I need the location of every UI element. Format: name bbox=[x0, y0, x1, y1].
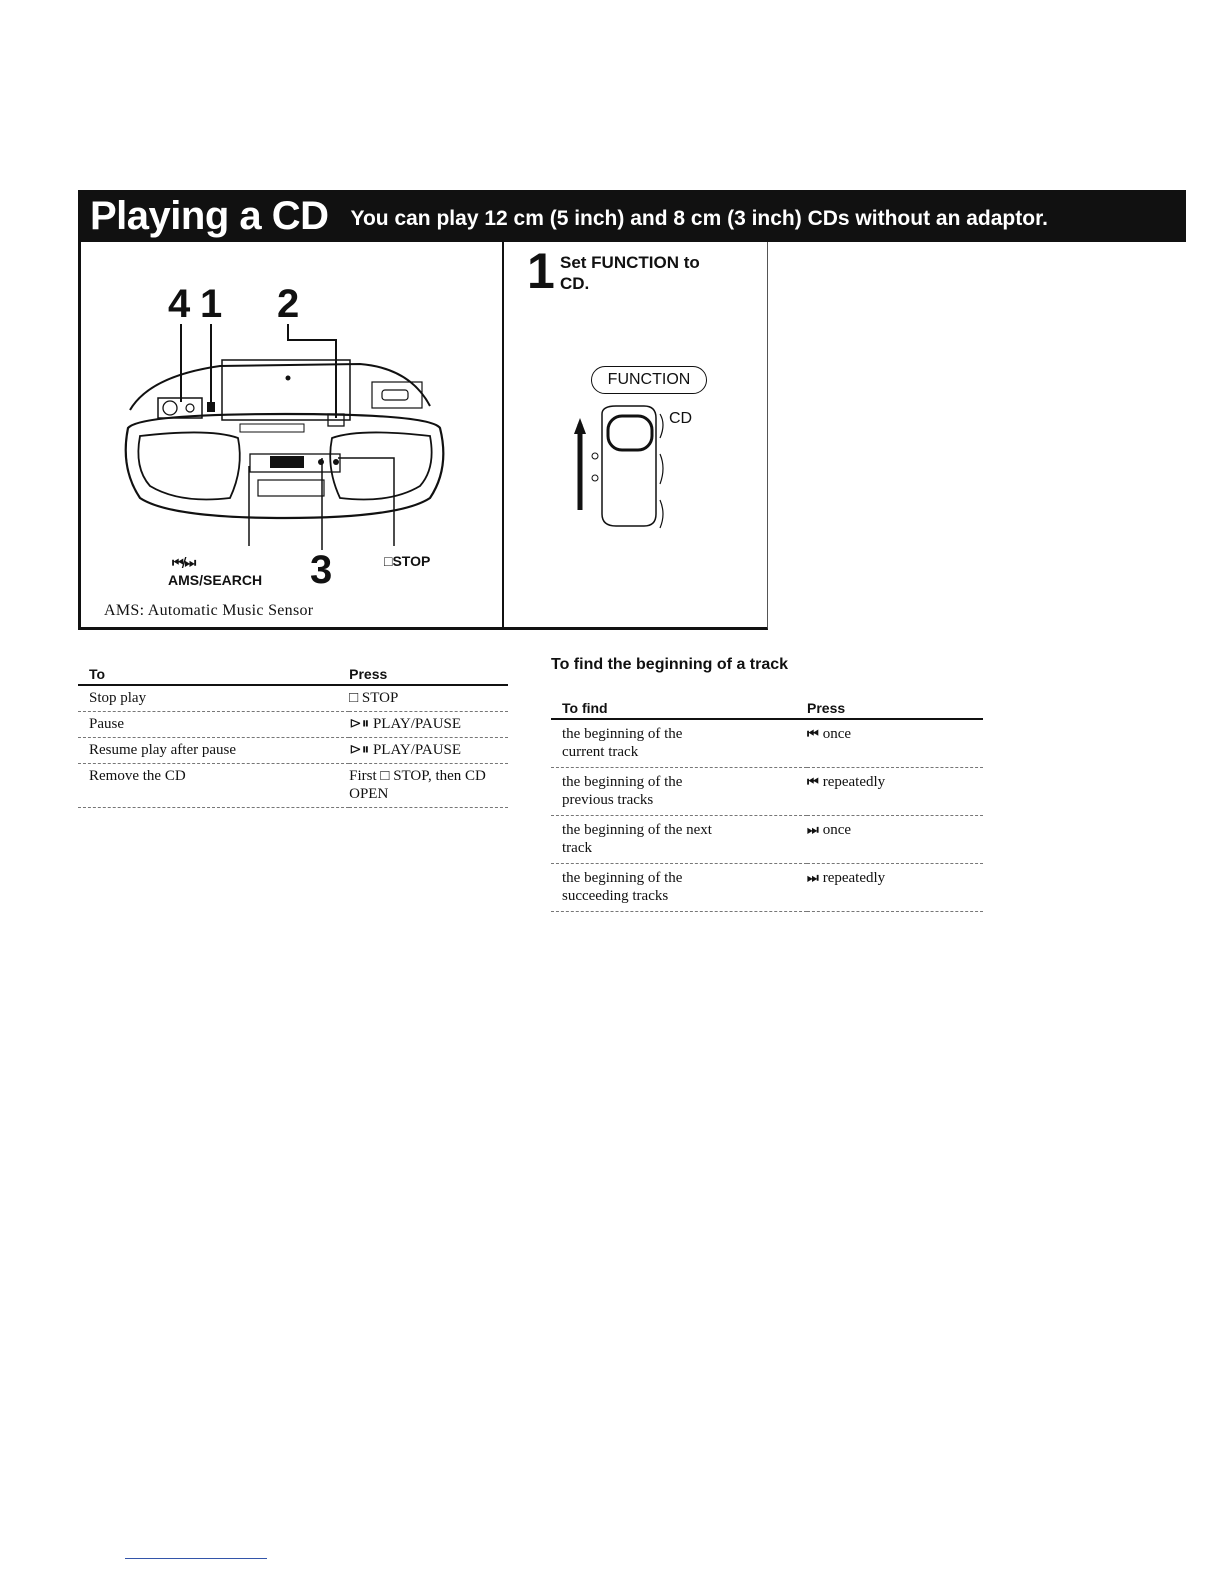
ams-search-label: AMS/SEARCH bbox=[168, 572, 263, 588]
column-header-press: Press bbox=[807, 694, 983, 719]
table-row bbox=[551, 816, 983, 864]
press-text: repeatedly bbox=[822, 774, 886, 790]
page-subtitle: You can play 12 cm (5 inch) and 8 cm (3 inch) CDs without an adaptor. bbox=[350, 207, 1048, 230]
cell-press: ⊳⏸ PLAY/PAUSE bbox=[349, 712, 508, 738]
cell-to: Pause bbox=[78, 712, 349, 738]
cell-press bbox=[807, 768, 983, 816]
table-row bbox=[551, 864, 983, 912]
footnote-rule bbox=[125, 1558, 267, 1559]
table-header-row bbox=[78, 658, 508, 685]
next-track-icon: ⏭ bbox=[807, 871, 817, 886]
cell-press: ⊳⏸ PLAY/PAUSE bbox=[349, 738, 508, 764]
press-text: once bbox=[822, 822, 852, 838]
table-header-row bbox=[551, 694, 983, 719]
press-text: once bbox=[822, 726, 852, 742]
table-row bbox=[78, 764, 508, 808]
cell-press bbox=[807, 864, 983, 912]
column-header-to-find: To find bbox=[551, 694, 807, 719]
ams-footnote: AMS: Automatic Music Sensor bbox=[104, 602, 314, 619]
cell-to: Resume play after pause bbox=[78, 738, 349, 764]
table-row bbox=[78, 685, 508, 712]
page-header-banner bbox=[78, 190, 1186, 242]
section-heading: To find the beginning of a track bbox=[551, 656, 789, 673]
table-row bbox=[551, 768, 983, 816]
page-title: Playing a CD bbox=[90, 193, 329, 238]
previous-track-icon: ⏮ bbox=[807, 727, 817, 742]
cell-to-find: the beginning of the current track bbox=[551, 719, 807, 768]
callout-2: 2 bbox=[277, 282, 300, 326]
track-search-table bbox=[551, 694, 983, 912]
callout-1: 1 bbox=[200, 282, 223, 326]
step-instruction: Set FUNCTION to CD. bbox=[560, 253, 700, 293]
function-switch-label: FUNCTION bbox=[591, 366, 707, 394]
callout-4: 4 bbox=[168, 282, 191, 326]
cell-to: Remove the CD bbox=[78, 764, 349, 808]
press-text: repeatedly bbox=[822, 870, 886, 886]
cell-press: □ STOP bbox=[349, 685, 508, 712]
cd-player-illustration bbox=[110, 318, 460, 558]
table-row bbox=[551, 719, 983, 768]
column-header-press: Press bbox=[349, 658, 508, 685]
cell-to-find: the beginning of the next track bbox=[551, 816, 807, 864]
operations-table bbox=[78, 658, 508, 808]
step-number: 1 bbox=[527, 243, 555, 299]
cd-position-label: CD bbox=[669, 410, 693, 427]
stop-label: □STOP bbox=[384, 553, 431, 569]
column-header-to: To bbox=[78, 658, 349, 685]
cell-to-find: the beginning of the succeeding tracks bbox=[551, 864, 807, 912]
cell-to-find: the beginning of the previous tracks bbox=[551, 768, 807, 816]
callout-3: 3 bbox=[310, 548, 333, 592]
table-row bbox=[78, 712, 508, 738]
table-row bbox=[78, 738, 508, 764]
cell-press bbox=[807, 816, 983, 864]
ams-symbols: ⏮/⏭ bbox=[172, 556, 195, 571]
function-switch-illustration bbox=[566, 404, 676, 538]
cell-press: First □ STOP, then CD OPEN bbox=[349, 764, 508, 808]
cell-press bbox=[807, 719, 983, 768]
next-track-icon: ⏭ bbox=[807, 823, 817, 838]
cell-to: Stop play bbox=[78, 685, 349, 712]
previous-track-icon: ⏮ bbox=[807, 775, 817, 790]
